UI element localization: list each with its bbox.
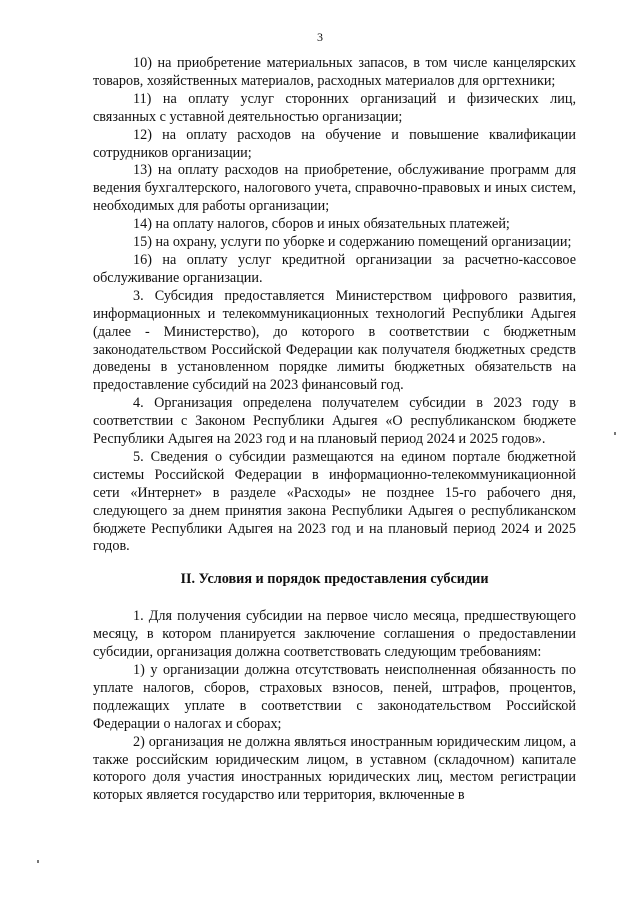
list-item-14: 14) на оплату налогов, сборов и иных обязательных платежей;	[133, 216, 510, 233]
scan-speck	[614, 432, 616, 435]
list-item-15: 15) на охрану, услуги по уборке и содержанию помещений организации;	[133, 234, 572, 251]
requirement-2: 2) организация не должна являться иностранным юридическим лицом, а также российским юридическим лицом, в уставном (складочном) капитале которого доля участия иностранных юридических лиц, местом регистрации которых является государство или территория, включенные в	[93, 733, 576, 804]
list-item-13: 13) на оплату расходов на приобретение, обслуживание программ для ведения бухгалтерского, налогового учета, справочно-правовых и иных систем, необходимых для работы организации;	[93, 162, 576, 215]
list-item-11: 11) на оплату услуг сторонних организаций и физических лиц, связанных с уставной деятельностью организации;	[93, 90, 576, 125]
document-body	[93, 55, 576, 805]
list-item-12: 12) на оплату расходов на обучение и повышение квалификации сотрудников организации;	[93, 126, 576, 161]
section-heading: II. Условия и порядок предоставления субсидии	[180, 571, 489, 588]
list-item-16: 16) на оплату услуг кредитной организации за расчетно-кассовое обслуживание организации.	[93, 251, 576, 286]
page-number: 3	[317, 30, 323, 44]
requirement-1: 1) у организации должна отсутствовать неисполненная обязанность по уплате налогов, сборов, страховых взносов, пеней, штрафов, процентов, подлежащих уплате в соответствии с законодательством Российской Федерации о налогах и сборах;	[93, 662, 576, 732]
list-item-10: 10) на приобретение материальных запасов, в том числе канцелярских товаров, хозяйственных материалов, расходных материалов для оргтехники;	[93, 55, 576, 89]
scan-speck	[37, 860, 39, 863]
clause-5: 5. Сведения о субсидии размещаются на едином портале бюджетной системы Российской Федерации в информационно-телекоммуникационной сети «Интернет» в разделе «Расходы» не позднее 15-го рабочего дня, следующего за днем принятия закона Республики Адыгея о республиканском бюджете Республики Адыгея на 2023 год и на плановый период 2024 и 2025 годов.	[93, 448, 576, 555]
clause-4: 4. Организация определена получателем субсидии в 2023 году в соответствии с Законом Республики Адыгея «О республиканском бюджете Республики Адыгея на 2023 год и на плановый период 2024 и 2025 годов».	[93, 395, 576, 448]
clause-3: 3. Субсидия предоставляется Министерством цифрового развития, информационных и телекоммуникационных технологий Республики Адыгея (далее - Министерство), до которого в соответствии с бюджетным законодательством Российской Федерации как получателя бюджетных средств доведены в установленном порядке лимиты бюджетных обязательств на предоставление субсидий на 2023 финансовый год.	[93, 287, 576, 394]
section-clause-1: 1. Для получения субсидии на первое число месяца, предшествующего месяцу, в котором планируется заключение соглашения о предоставлении субсидии, организация должна соответствовать следующим требованиям:	[93, 608, 576, 661]
